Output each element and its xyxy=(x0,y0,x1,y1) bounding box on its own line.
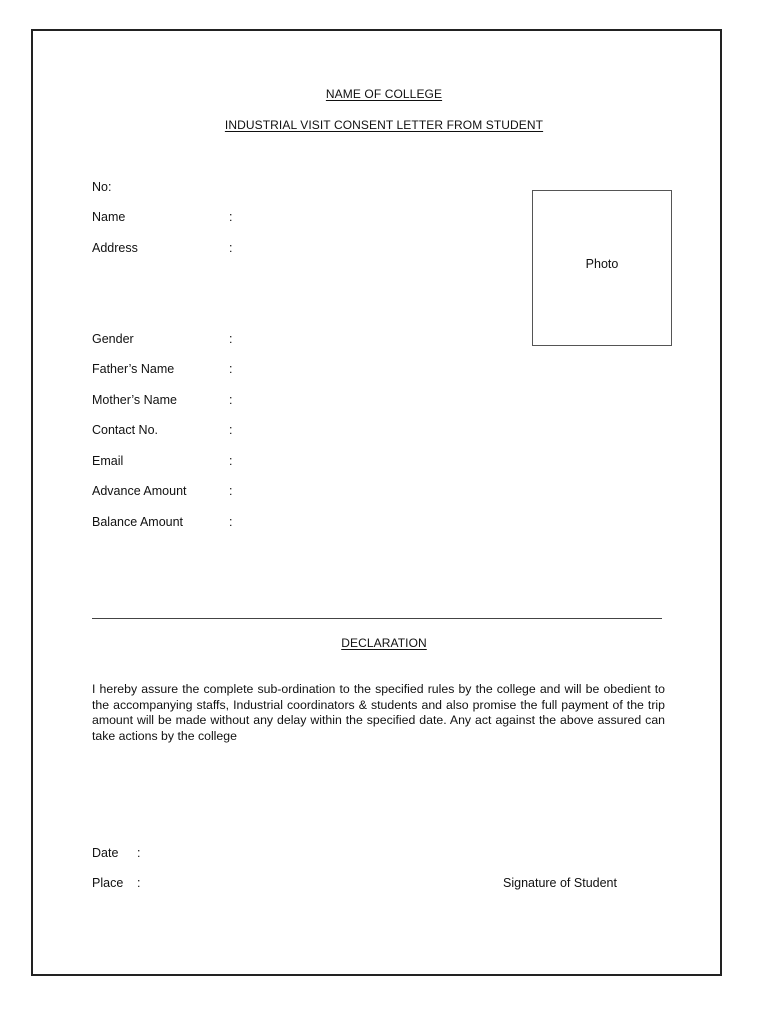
letter-title: INDUSTRIAL VISIT CONSENT LETTER FROM STUDENT xyxy=(224,118,544,132)
section-divider xyxy=(92,618,662,619)
photo-label: Photo xyxy=(585,257,619,271)
email-label: Email xyxy=(92,454,124,468)
address-colon: : xyxy=(229,241,233,255)
college-name: NAME OF COLLEGE xyxy=(325,87,443,101)
address-label: Address xyxy=(92,241,138,255)
contact-no-colon: : xyxy=(229,423,233,437)
name-colon: : xyxy=(229,210,233,224)
signature-label: Signature of Student xyxy=(503,876,617,890)
place-label: Place xyxy=(92,876,124,890)
contact-no-label: Contact No. xyxy=(92,423,159,437)
mothers-name-colon: : xyxy=(229,393,233,407)
declaration-text: I hereby assure the complete sub-ordination to the specified rules by the college and will be obedient to the accompanying staffs, Industrial coordinators & students and also promise the full payment of the trip amount will be made without any delay within the specified date. Any act against the above assured can take actions by the college xyxy=(92,682,665,743)
fathers-name-colon: : xyxy=(229,362,233,376)
balance-amount-colon: : xyxy=(229,515,233,529)
page-border xyxy=(31,29,722,976)
email-colon: : xyxy=(229,454,233,468)
gender-label: Gender xyxy=(92,332,134,346)
declaration-title: DECLARATION xyxy=(341,636,427,650)
mothers-name-label: Mother’s Name xyxy=(92,393,177,407)
advance-amount-label: Advance Amount xyxy=(92,484,187,498)
photo-box xyxy=(532,190,672,346)
gender-colon: : xyxy=(229,332,233,346)
name-label: Name xyxy=(92,210,126,224)
date-label: Date xyxy=(92,846,119,860)
number-label: No: xyxy=(92,180,112,194)
date-colon: : xyxy=(137,846,141,860)
fathers-name-label: Father’s Name xyxy=(92,362,175,376)
balance-amount-label: Balance Amount xyxy=(92,515,184,529)
place-colon: : xyxy=(137,876,141,890)
advance-amount-colon: : xyxy=(229,484,233,498)
